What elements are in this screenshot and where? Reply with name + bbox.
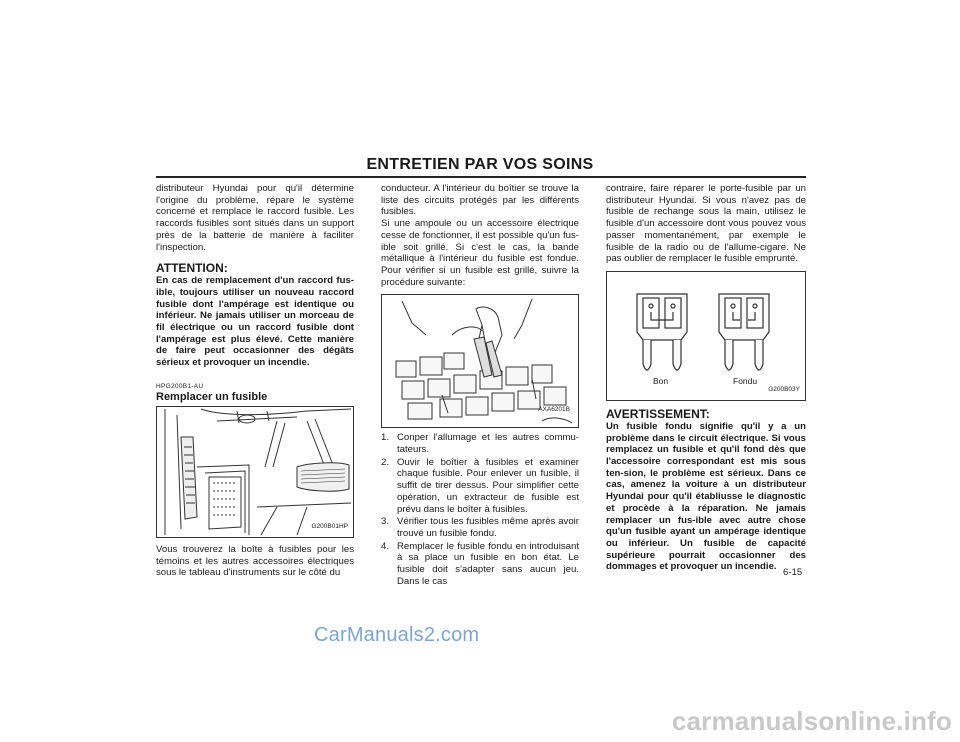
column-2 xyxy=(381,183,579,588)
column-3 xyxy=(606,183,806,573)
step-text: Conper l'allumage et les autres commu-tateurs. xyxy=(397,432,579,456)
fuse-box-figure xyxy=(381,294,579,428)
figure-code: G200B03Y xyxy=(768,386,800,394)
page-title: ENTRETIEN PAR VOS SOINS xyxy=(366,156,594,173)
step-number: 4. xyxy=(381,540,390,552)
list-item xyxy=(381,541,579,588)
step-text: Remplacer le fusible fondu en introduisant à sa place un fusible en bon état. Le fusible doit s'adapter sans aucun jeu. Dans le cas xyxy=(397,540,579,587)
col2-intro-2: Si une ampoule ou un accessoire électrique cesse de fonctionner, il est possible qu'un fus-ible soit grillé. Si c'est le cas, la bande métallique à l'intérieur du fusible est fondue. Pour vérifier si un fusible est grillé, suivre la procédure suivante: xyxy=(381,218,579,288)
page-number: 6-15 xyxy=(783,567,803,578)
watermark: CarManuals2.com xyxy=(314,624,480,646)
warning-title: AVERTISSEMENT: xyxy=(606,406,710,421)
step-text: Ouvir le boîtier à fusibles et examiner chaque fusible. Pour enlever un fusible, il suffit de tirer dessus. Pour simplifier cette opération, un extracteur de fusible est prévu dans le boîter à fusibles. xyxy=(397,456,579,515)
title-rule xyxy=(156,176,806,178)
attention-title: ATTENTION: xyxy=(156,261,228,276)
list-item xyxy=(381,516,579,539)
list-item xyxy=(381,457,579,516)
site-watermark: carmanualsonline.info xyxy=(671,706,952,736)
section-title: Remplacer un fusible xyxy=(156,390,268,403)
dashboard-illustration xyxy=(157,407,353,537)
fuse-comparison-figure xyxy=(606,271,806,401)
step-number: 2. xyxy=(381,456,390,468)
column-1 xyxy=(156,183,354,579)
attention-body: En cas de remplacement d'un raccord fus-ible, toujours utiliser un nouveau raccord fusible dont l'ampérage est identique ou inférieur. Ne jamais utiliser un morceau de fil électrique ou un raccord fusible dont l'ampérage est plus élevé. Cette manière de faire peut occasionner des dégâts sérieux et provoquer un incendie. xyxy=(156,275,354,369)
col1-intro: distributeur Hyundai pour qu'il détermine l'origine du problème, répare le système concerné et remplace le raccord fusible. Les raccords fusibles sont situés dans un support près de la batterie de manière à faciliter l'inspection. xyxy=(156,183,354,253)
dashboard-figure xyxy=(156,406,354,538)
blown-fuse-label: Fondu xyxy=(733,375,758,386)
col3-intro: contraire, faire réparer le porte-fusible par un distributeur Hyundai. Si vous n'avez pas de fusible de rechange sous la main, utilisez le fusible d'un accessoire dont vous pouvez vous passer momentanément, par exemple le fusible de la radio ou de l'allume-cigare. Ne pas oublier de remplacer le fusible emprunté. xyxy=(606,183,806,265)
step-number: 3. xyxy=(381,516,390,528)
steps-list xyxy=(381,432,579,587)
col1-after-figure: Vous trouverez la boîte à fusibles pour les témoins et les autres accessoires électriques sous le tableau d'instruments sur le côté du xyxy=(156,543,354,579)
figure-code: AXA6201B xyxy=(538,405,570,413)
good-fuse-label: Bon xyxy=(653,375,669,386)
warning-body: Un fusible fondu signifie qu'il y a un problème dans le circuit électrique. Si vous remplacez un fusible et qu'il fond dès que l'accessoire correspondant est mis sous ten-sion, le problème est sérieux. Dans ce cas, amenez la voiture à un distributeur Hyundai pour qu'il établiusse le diagnostic et procède à la réparation. Ne jamais remplacer un fus-ible avec autre chose qu'un fusible ayant un ampérage identique ou inférieur. Un fusible de capacité supérieure pourrait occasionner des dommages et provoquer un incendie. xyxy=(606,420,806,573)
section-code: HPG200B1-AU xyxy=(156,382,204,390)
step-number: 1. xyxy=(381,432,390,444)
step-text: Vérifier tous les fusibles même après avoir trouvé un fusible fondu. xyxy=(397,516,579,539)
good-fuse-icon xyxy=(637,294,687,370)
fuse-comparison-illustration xyxy=(607,272,805,400)
col2-intro: conducteur. A l'intérieur du boîtier se trouve la liste des circuits protégés par les différents fusibles. xyxy=(381,183,579,218)
blown-fuse-icon xyxy=(719,294,769,370)
figure-code: G200B01HP xyxy=(311,523,348,531)
list-item xyxy=(381,432,579,455)
